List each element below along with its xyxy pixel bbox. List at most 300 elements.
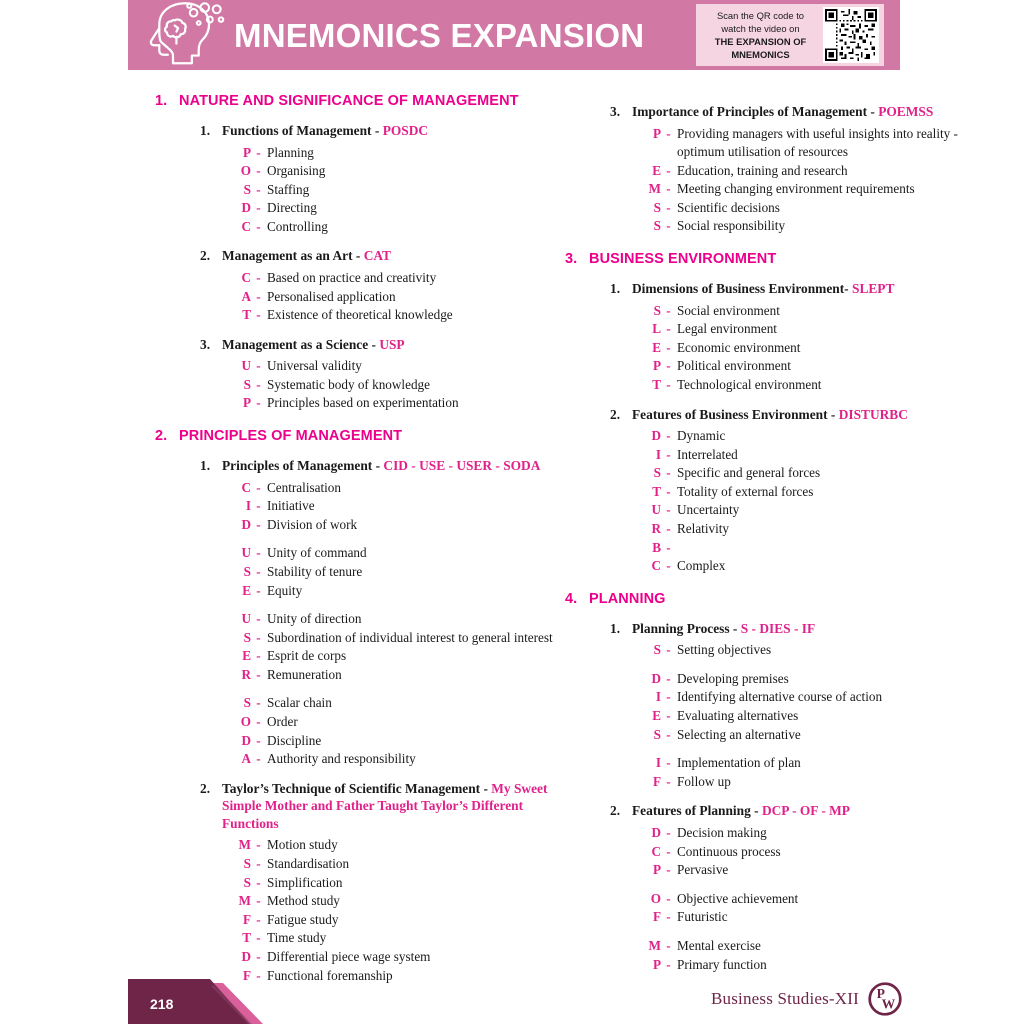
- mnemonic-letter: T: [242, 930, 251, 946]
- mnemonic-dash: -: [666, 539, 671, 555]
- mnemonic-dash: -: [666, 339, 671, 355]
- mnemonic-dash: -: [666, 358, 671, 374]
- mnemonic-item: [637, 688, 965, 707]
- subsection-heading: [155, 457, 555, 475]
- mnemonic-group: [637, 641, 965, 660]
- mnemonic-expansion: Futuristic: [677, 909, 728, 925]
- mnemonic-expansion: Division of work: [267, 516, 358, 532]
- mnemonic-expansion: Legal environment: [677, 321, 777, 337]
- mnemonic-letter: P: [652, 125, 661, 141]
- mnemonic-dash: -: [666, 890, 671, 906]
- mnemonic-dash: -: [256, 200, 261, 216]
- section-number: 1.: [155, 93, 168, 109]
- mnemonic-dash: -: [256, 732, 261, 748]
- subsection-number: 2.: [610, 803, 621, 819]
- qr-callout-box: [696, 4, 884, 66]
- page-title: MNEMONICS EXPANSION: [234, 16, 645, 54]
- mnemonic-expansion: Identifying alternative course of action: [677, 689, 883, 705]
- mnemonic-item: [637, 520, 965, 539]
- mnemonic-item: [227, 694, 555, 713]
- mnemonic-letter: M: [238, 893, 251, 909]
- header-band: [128, 0, 900, 70]
- mnemonic-dash: -: [256, 358, 261, 374]
- mnemonic-group: [637, 125, 965, 237]
- mnemonic-expansion: Mental exercise: [677, 937, 761, 953]
- content-area: [0, 92, 1024, 983]
- subsection-label: Features of Business Environment -: [632, 406, 839, 422]
- subsection-title: [632, 620, 965, 638]
- subsection-title: [222, 457, 555, 475]
- mnemonic-dash: -: [666, 465, 671, 481]
- mnemonic-dash: -: [666, 446, 671, 462]
- mnemonic-dash: -: [666, 321, 671, 337]
- mnemonic-item: [227, 911, 555, 930]
- mnemonic-item: [227, 306, 555, 325]
- mnemonic-letter: M: [238, 837, 251, 853]
- mnemonic-acronym: DCP - OF - MP: [761, 803, 850, 819]
- mnemonic-letter: E: [242, 582, 251, 598]
- mnemonic-letter: I: [245, 498, 251, 514]
- subsection-label: Principles of Management -: [222, 458, 384, 474]
- mnemonic-item: [637, 162, 965, 181]
- mnemonic-letter: C: [241, 218, 251, 234]
- mnemonic-expansion: Discipline: [267, 732, 322, 748]
- mnemonic-expansion: Totality of external forces: [677, 483, 814, 499]
- mnemonic-expansion: Political environment: [677, 358, 791, 374]
- mnemonic-item: [637, 446, 965, 465]
- mnemonic-dash: -: [666, 956, 671, 972]
- mnemonic-letter: M: [648, 181, 661, 197]
- qr-line-2: watch the video on: [721, 23, 800, 34]
- section: [155, 427, 555, 446]
- subsection-label: Importance of Principles of Management -: [632, 104, 879, 119]
- mnemonic-item: [637, 464, 965, 483]
- mnemonic-dash: -: [666, 824, 671, 840]
- mnemonic-dash: -: [256, 163, 261, 179]
- subsection-title: [632, 406, 965, 424]
- mnemonic-letter: F: [242, 911, 251, 927]
- mnemonic-expansion: Initiative: [267, 498, 315, 514]
- mnemonic-expansion: Pervasive: [677, 862, 729, 878]
- mnemonic-expansion: Follow up: [677, 773, 731, 789]
- mnemonic-letter: U: [241, 358, 251, 374]
- mnemonic-acronym: DISTURBC: [838, 406, 908, 422]
- mnemonic-list: [565, 427, 965, 576]
- mnemonic-dash: -: [666, 708, 671, 724]
- mnemonic-expansion: Objective achievement: [677, 890, 799, 906]
- mnemonic-letter: E: [652, 708, 661, 724]
- mnemonic-expansion: Simplification: [267, 874, 343, 890]
- mnemonic-letter: P: [652, 358, 661, 374]
- section: [155, 92, 555, 111]
- mnemonic-letter: T: [242, 307, 251, 323]
- mnemonic-expansion: Principles based on experimentation: [267, 395, 459, 411]
- mnemonic-letter: S: [243, 629, 251, 645]
- mnemonic-item: [227, 629, 555, 648]
- mnemonic-dash: -: [666, 773, 671, 789]
- mnemonic-letter: U: [651, 502, 661, 518]
- mnemonic-acronym: CAT: [363, 248, 391, 264]
- mnemonic-letter: C: [651, 558, 661, 574]
- mnemonic-expansion: Continuous process: [677, 843, 781, 859]
- subsection-heading: [565, 802, 965, 820]
- subsection-title: [632, 802, 965, 820]
- mnemonic-item: [227, 497, 555, 516]
- mnemonic-dash: -: [666, 199, 671, 215]
- mnemonic-expansion: Order: [267, 714, 298, 730]
- mnemonic-item: [637, 483, 965, 502]
- mnemonic-dash: -: [256, 181, 261, 197]
- mnemonic-expansion: Planning: [267, 144, 314, 160]
- mnemonic-expansion: Esprit de corps: [267, 648, 347, 664]
- mnemonic-group: [227, 479, 555, 535]
- mnemonic-expansion: Scalar chain: [267, 695, 332, 711]
- mnemonic-dash: -: [666, 862, 671, 878]
- mnemonic-dash: -: [256, 911, 261, 927]
- mnemonic-list: [565, 641, 965, 791]
- mnemonic-letter: C: [241, 269, 251, 285]
- subsection-title: [222, 336, 555, 354]
- mnemonic-expansion: Unity of direction: [267, 611, 362, 627]
- mnemonic-dash: -: [256, 376, 261, 392]
- section-number: 2.: [155, 428, 168, 445]
- mnemonic-item: [637, 427, 965, 446]
- mnemonic-acronym: My Sweet Simple Mother and Father Taught Taylor’s Different Functions: [222, 780, 548, 831]
- subsection-number: 2.: [200, 248, 211, 264]
- mnemonic-item: [637, 302, 965, 321]
- subsection-title: [222, 247, 555, 265]
- subsection-number: 1.: [200, 123, 211, 138]
- section-number: 4.: [565, 590, 578, 607]
- mnemonic-letter: F: [652, 773, 661, 789]
- mnemonic-letter: E: [652, 162, 661, 178]
- qr-line-3: THE EXPANSION OF: [714, 36, 807, 47]
- mnemonic-dash: -: [256, 948, 261, 964]
- section: [565, 250, 965, 269]
- mnemonic-letter: U: [241, 545, 251, 561]
- mnemonic-letter: C: [651, 843, 661, 859]
- mnemonic-expansion: Evaluating alternatives: [677, 708, 799, 724]
- mnemonic-item: [637, 339, 965, 358]
- mnemonic-letter: D: [241, 200, 251, 216]
- mnemonic-expansion: Relativity: [677, 521, 730, 536]
- mnemonic-expansion: Implementation of plan: [677, 755, 801, 771]
- mnemonic-expansion: Economic environment: [677, 339, 801, 355]
- mnemonic-group: [227, 694, 555, 768]
- mnemonic-item: [637, 539, 965, 558]
- mnemonic-dash: -: [666, 642, 671, 658]
- mnemonic-expansion: Organising: [267, 163, 326, 179]
- mnemonic-dash: -: [666, 521, 671, 536]
- mnemonic-dash: -: [666, 376, 671, 392]
- mnemonic-item: [227, 199, 555, 218]
- mnemonic-item: [637, 726, 965, 745]
- mnemonic-item: [227, 269, 555, 288]
- subsection-number: 2.: [610, 406, 621, 422]
- mnemonic-expansion: Authority and responsibility: [267, 751, 416, 767]
- mnemonic-item: [637, 501, 965, 520]
- mnemonic-list: [155, 269, 555, 325]
- mnemonic-letter: E: [652, 339, 661, 355]
- mnemonic-item: [637, 376, 965, 395]
- mnemonic-item: [227, 666, 555, 685]
- mnemonic-dash: -: [256, 666, 261, 682]
- mnemonic-letter: O: [650, 890, 661, 906]
- subsection-heading: [155, 780, 555, 833]
- mnemonic-expansion: Time study: [267, 930, 327, 946]
- right-column: [565, 92, 965, 972]
- subsection-title: [632, 103, 965, 121]
- mnemonic-letter: I: [655, 755, 661, 771]
- mnemonic-item: [227, 610, 555, 629]
- mnemonic-letter: I: [655, 689, 661, 705]
- mnemonic-item: [637, 641, 965, 660]
- mnemonic-expansion: Centralisation: [267, 479, 341, 495]
- mnemonic-letter: P: [242, 395, 251, 411]
- mnemonic-expansion: Providing managers with useful insights into reality - optimum utilisation of resources: [677, 125, 958, 160]
- mnemonic-item: [637, 908, 965, 927]
- mnemonic-letter: S: [653, 302, 661, 318]
- mnemonic-dash: -: [256, 479, 261, 495]
- section-number: 3.: [565, 251, 578, 268]
- mnemonic-item: [637, 670, 965, 689]
- footer-branding: [711, 982, 902, 1016]
- qr-callout-text: [701, 9, 823, 61]
- mnemonic-expansion: Social environment: [677, 302, 780, 318]
- mnemonic-list: [565, 302, 965, 395]
- mnemonic-item: [227, 357, 555, 376]
- mnemonic-group: [227, 610, 555, 684]
- head-brain-icon: [142, 0, 228, 70]
- mnemonic-item: [227, 479, 555, 498]
- section-title: PLANNING: [589, 590, 666, 607]
- mnemonic-item: [227, 218, 555, 237]
- mnemonic-letter: S: [243, 695, 251, 711]
- mnemonic-letter: D: [241, 516, 251, 532]
- mnemonic-acronym: USP: [379, 336, 405, 352]
- mnemonic-letter: C: [241, 479, 251, 495]
- mnemonic-dash: -: [256, 144, 261, 160]
- subsection-title: [222, 780, 555, 833]
- mnemonic-dash: -: [666, 502, 671, 518]
- mnemonic-item: [227, 929, 555, 948]
- mnemonic-expansion: Systematic body of knowledge: [267, 376, 430, 392]
- mnemonic-expansion: Setting objectives: [677, 642, 772, 658]
- mnemonic-dash: -: [256, 930, 261, 946]
- mnemonic-item: [227, 582, 555, 601]
- subsection-heading: [565, 103, 965, 121]
- mnemonic-expansion: Standardisation: [267, 855, 350, 871]
- mnemonic-expansion: Functional foremanship: [267, 967, 393, 983]
- mnemonic-letter: S: [243, 181, 251, 197]
- mnemonic-letter: U: [241, 611, 251, 627]
- mnemonic-letter: O: [240, 714, 251, 730]
- mnemonic-group: [637, 890, 965, 927]
- svg-text:W: W: [881, 996, 896, 1012]
- mnemonic-expansion: Primary function: [677, 956, 767, 972]
- mnemonic-letter: M: [648, 937, 661, 953]
- mnemonic-dash: -: [256, 695, 261, 711]
- mnemonic-expansion: Meeting changing environment requirements: [677, 181, 915, 197]
- section: [565, 590, 965, 609]
- mnemonic-item: [227, 836, 555, 855]
- mnemonic-dash: -: [666, 181, 671, 197]
- mnemonic-group: [637, 302, 965, 395]
- mnemonic-item: [227, 647, 555, 666]
- book-title: Business Studies-XII: [710, 989, 859, 1008]
- mnemonic-list: [565, 824, 965, 974]
- subsection-number: 1.: [610, 620, 621, 636]
- mnemonic-letter: S: [653, 218, 661, 234]
- mnemonic-dash: -: [666, 843, 671, 859]
- mnemonic-expansion: Developing premises: [677, 670, 789, 686]
- subsection-heading: [565, 280, 965, 298]
- mnemonic-dash: -: [256, 498, 261, 514]
- mnemonic-letter: I: [655, 446, 661, 462]
- mnemonic-letter: S: [243, 563, 251, 579]
- mnemonic-dash: -: [256, 629, 261, 645]
- mnemonic-letter: O: [240, 163, 251, 179]
- mnemonic-expansion: Motion study: [267, 837, 338, 853]
- mnemonic-dash: -: [256, 714, 261, 730]
- mnemonic-dash: -: [256, 395, 261, 411]
- mnemonic-letter: E: [242, 648, 251, 664]
- mnemonic-item: [227, 288, 555, 307]
- mnemonic-dash: -: [256, 218, 261, 234]
- mnemonic-acronym: CID - USE - USER - SODA: [383, 458, 541, 474]
- mnemonic-expansion: Existence of theoretical knowledge: [267, 307, 453, 323]
- mnemonic-acronym: POEMSS: [878, 104, 934, 119]
- mnemonic-expansion: Complex: [677, 558, 726, 574]
- mnemonic-acronym: POSDC: [382, 123, 429, 138]
- mnemonic-group: [227, 357, 555, 413]
- mnemonic-item: [637, 890, 965, 909]
- subsection-heading: [155, 247, 555, 265]
- mnemonic-dash: -: [256, 563, 261, 579]
- svg-text:P: P: [876, 986, 885, 1002]
- mnemonic-dash: -: [666, 483, 671, 499]
- mnemonic-acronym: SLEPT: [852, 281, 895, 297]
- mnemonic-expansion: Based on practice and creativity: [267, 269, 437, 285]
- mnemonic-expansion: Method study: [267, 893, 340, 909]
- mnemonic-dash: -: [666, 909, 671, 925]
- mnemonic-item: [227, 750, 555, 769]
- mnemonic-item: [637, 320, 965, 339]
- mnemonic-letter: P: [652, 862, 661, 878]
- mnemonic-list: [155, 144, 555, 237]
- mnemonic-dash: -: [666, 302, 671, 318]
- mnemonic-item: [637, 843, 965, 862]
- mnemonic-expansion: Social responsibility: [677, 218, 786, 234]
- mnemonic-expansion: Selecting an alternative: [677, 726, 801, 742]
- mnemonic-group: [637, 754, 965, 791]
- subsection-label: Management as an Art -: [222, 248, 364, 264]
- mnemonic-item: [637, 773, 965, 792]
- mnemonic-item: [227, 544, 555, 563]
- mnemonic-expansion: Dynamic: [677, 428, 726, 444]
- qr-code-icon[interactable]: [823, 7, 879, 63]
- mnemonic-expansion: Universal validity: [267, 358, 362, 374]
- mnemonic-group: [227, 269, 555, 325]
- mnemonic-expansion: Scientific decisions: [677, 199, 780, 215]
- mnemonic-dash: -: [666, 162, 671, 178]
- left-column: [155, 92, 555, 983]
- mnemonic-expansion: Subordination of individual interest to general interest: [267, 629, 553, 645]
- mnemonic-expansion: Staffing: [267, 181, 310, 197]
- mnemonic-item: [637, 824, 965, 843]
- mnemonic-expansion: Personalised application: [267, 288, 396, 304]
- mnemonic-letter: D: [651, 824, 661, 840]
- mnemonic-expansion: Differential piece wage system: [267, 948, 431, 964]
- subsection-number: 1.: [200, 458, 211, 474]
- mnemonic-expansion: Uncertainty: [677, 502, 740, 518]
- mnemonic-dash: -: [666, 755, 671, 771]
- mnemonic-letter: R: [241, 666, 251, 682]
- mnemonic-item: [227, 376, 555, 395]
- subsection-number: 3.: [610, 104, 621, 119]
- mnemonic-expansion: Specific and general forces: [677, 465, 821, 481]
- mnemonic-dash: -: [256, 307, 261, 323]
- mnemonic-item: [227, 874, 555, 893]
- mnemonic-dash: -: [666, 726, 671, 742]
- mnemonic-letter: S: [243, 376, 251, 392]
- mnemonic-letter: S: [653, 465, 661, 481]
- mnemonic-letter: P: [652, 956, 661, 972]
- mnemonic-dash: -: [256, 855, 261, 871]
- mnemonic-dash: -: [256, 874, 261, 890]
- mnemonic-dash: -: [256, 582, 261, 598]
- subsection-label: Taylor’s Technique of Scientific Management -: [222, 780, 492, 796]
- mnemonic-expansion: Equity: [267, 582, 303, 598]
- subsection-label: Planning Process -: [632, 620, 741, 636]
- page-number: 218: [150, 996, 174, 1012]
- mnemonic-dash: -: [256, 611, 261, 627]
- mnemonic-expansion: Unity of command: [267, 545, 367, 561]
- mnemonic-letter: D: [651, 428, 661, 444]
- mnemonic-item: [227, 162, 555, 181]
- subsection-heading: [565, 406, 965, 424]
- mnemonic-letter: B: [652, 539, 661, 555]
- subsection-number: 3.: [200, 336, 211, 352]
- page-number-tab: [128, 979, 263, 1024]
- mnemonic-item: [637, 125, 965, 162]
- mnemonic-acronym: S - DIES - IF: [740, 620, 816, 636]
- mnemonic-item: [227, 516, 555, 535]
- pw-logo-icon: [868, 982, 902, 1016]
- mnemonic-item: [637, 937, 965, 956]
- mnemonic-letter: F: [652, 909, 661, 925]
- mnemonic-list: [155, 479, 555, 769]
- mnemonic-letter: P: [242, 144, 251, 160]
- mnemonic-expansion: Education, training and research: [677, 162, 848, 178]
- mnemonic-letter: T: [652, 376, 661, 392]
- mnemonic-dash: -: [256, 648, 261, 664]
- mnemonic-dash: -: [256, 545, 261, 561]
- mnemonic-letter: L: [652, 321, 661, 337]
- subsection-number: 2.: [200, 780, 211, 796]
- mnemonic-item: [227, 181, 555, 200]
- mnemonic-letter: T: [652, 483, 661, 499]
- mnemonic-expansion: Directing: [267, 200, 317, 216]
- mnemonic-dash: -: [666, 670, 671, 686]
- mnemonic-expansion: Stability of tenure: [267, 563, 363, 579]
- mnemonic-item: [637, 707, 965, 726]
- mnemonic-item: [227, 563, 555, 582]
- mnemonic-dash: -: [256, 288, 261, 304]
- mnemonic-expansion: Controlling: [267, 218, 328, 234]
- subsection-label: Dimensions of Business Environment-: [632, 281, 852, 297]
- mnemonic-item: [637, 357, 965, 376]
